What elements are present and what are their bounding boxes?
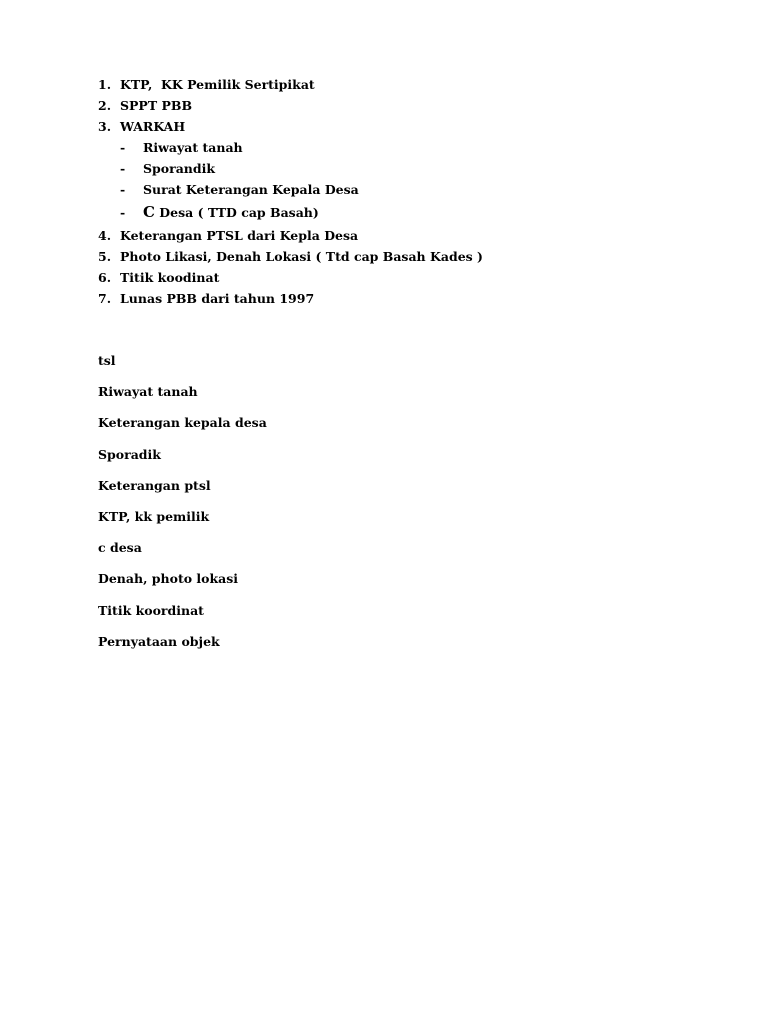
list-number: 5. xyxy=(98,249,112,264)
list-number: 6. xyxy=(98,270,112,285)
checklist-item: Titik koordinat xyxy=(98,602,204,618)
checklist-item: Denah, photo lokasi xyxy=(98,571,239,587)
sublist-text: Desa ( TTD cap Basah) xyxy=(154,205,319,220)
sublist-item xyxy=(98,200,483,225)
list-text: SPPT PBB xyxy=(120,98,193,113)
list-item xyxy=(98,225,483,246)
list-number: 1. xyxy=(98,77,112,92)
checklist-item: Sporadik xyxy=(98,446,161,462)
checklist-item: Keterangan ptsl xyxy=(98,477,211,493)
sublist-text: Sporandik xyxy=(143,161,216,176)
sublist-item xyxy=(98,158,483,179)
list-text: Titik koodinat xyxy=(120,270,220,285)
checklist-item: c desa xyxy=(98,540,142,556)
sublist-dash: - xyxy=(120,140,126,155)
list-text: Photo Likasi, Denah Lokasi ( Ttd cap Basah Kades ) xyxy=(120,249,483,264)
list-number: 2. xyxy=(98,98,112,113)
checklist-item: Keterangan kepala desa xyxy=(98,415,267,431)
warkah-sublist-container xyxy=(98,137,483,225)
list-item xyxy=(98,246,483,267)
list-item xyxy=(98,116,483,137)
list-item xyxy=(98,74,483,95)
sublist-dash: - xyxy=(120,182,126,197)
checklist-item: KTP, kk pemilik xyxy=(98,508,210,524)
sublist-letter: C xyxy=(143,203,155,221)
list-text: Keterangan PTSL dari Kepla Desa xyxy=(120,228,359,243)
requirements-list xyxy=(98,74,483,309)
list-item xyxy=(98,95,483,116)
list-item xyxy=(98,288,483,309)
list-text: Lunas PBB dari tahun 1997 xyxy=(120,291,315,306)
sublist-item xyxy=(98,179,483,200)
sublist-text: Surat Keterangan Kepala Desa xyxy=(143,182,359,197)
sublist-dash: - xyxy=(120,161,126,176)
checklist-item: Pernyataan objek xyxy=(98,633,220,649)
checklist-item: tsl xyxy=(98,353,116,368)
sublist-text: Riwayat tanah xyxy=(143,140,243,155)
document-checklist xyxy=(98,350,267,662)
warkah-sublist xyxy=(98,137,483,225)
list-number: 7. xyxy=(98,291,112,306)
list-number: 3. xyxy=(98,119,112,134)
list-text: WARKAH xyxy=(120,119,186,134)
list-number: 4. xyxy=(98,228,112,243)
sublist-item xyxy=(98,137,483,158)
sublist-dash: - xyxy=(120,205,126,220)
list-text: KTP, KK Pemilik Sertipikat xyxy=(120,77,315,92)
checklist-item: Riwayat tanah xyxy=(98,384,198,400)
list-item xyxy=(98,267,483,288)
